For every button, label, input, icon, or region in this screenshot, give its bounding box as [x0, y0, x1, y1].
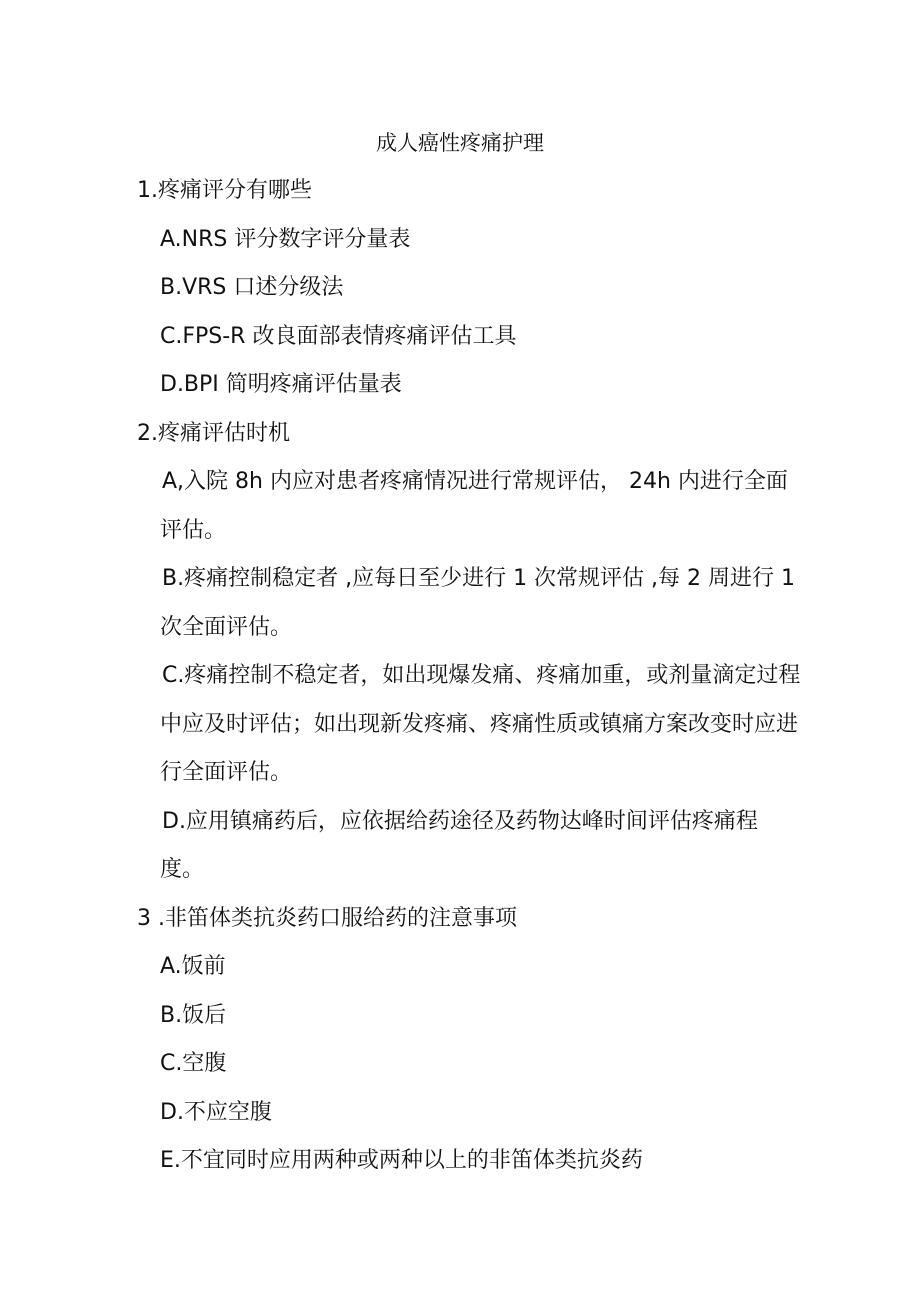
q3-option-e: E.不宜同时应用两种或两种以上的非笛体类抗炎药 — [160, 1148, 643, 1173]
question-2: 2.疼痛评估时机 — [137, 421, 290, 446]
q1-option-b: B.VRS 口述分级法 — [160, 275, 344, 300]
q2-option-c-line-2: 中应及时评估；如出现新发疼痛、疼痛性质或镇痛方案改变时应进 — [160, 712, 799, 737]
q2-option-a-line-2: 评估。 — [160, 518, 227, 543]
q3-option-d: D.不应空腹 — [160, 1100, 272, 1125]
q2-option-d-line-2: 度。 — [160, 857, 205, 882]
q1-option-c: C.FPS-R 改良面部表情疼痛评估工具 — [160, 324, 517, 349]
q3-option-c: C.空腹 — [160, 1051, 227, 1076]
q3-option-a: A.饭前 — [160, 954, 226, 979]
q2-option-d-line-1: D.应用镇痛药后，应依据给药途径及药物达峰时间评估疼痛程 — [162, 809, 758, 834]
q1-option-d: D.BPI 简明疼痛评估量表 — [160, 372, 402, 397]
q3-option-b: B.饭后 — [160, 1003, 227, 1028]
page-title: 成人癌性疼痛护理 — [376, 131, 544, 155]
q2-option-b-line-1: B.疼痛控制稳定者 ,应每日至少进行 1 次常规评估 ,每 2 周进行 1 — [162, 566, 796, 591]
question-1: 1.疼痛评分有哪些 — [137, 178, 312, 203]
q2-option-b-line-2: 次全面评估。 — [160, 615, 293, 640]
q2-option-a-line-1: A,入院 8h 内应对患者疼痛情况进行常规评估， 24h 内进行全面 — [162, 469, 788, 494]
question-3: 3 .非笛体类抗炎药口服给药的注意事项 — [137, 906, 517, 931]
q2-option-c-line-1: C.疼痛控制不稳定者，如出现爆发痛、疼痛加重，或剂量滴定过程 — [162, 663, 801, 688]
q2-option-c-line-3: 行全面评估。 — [160, 760, 293, 785]
q1-option-a: A.NRS 评分数字评分量表 — [160, 227, 411, 252]
